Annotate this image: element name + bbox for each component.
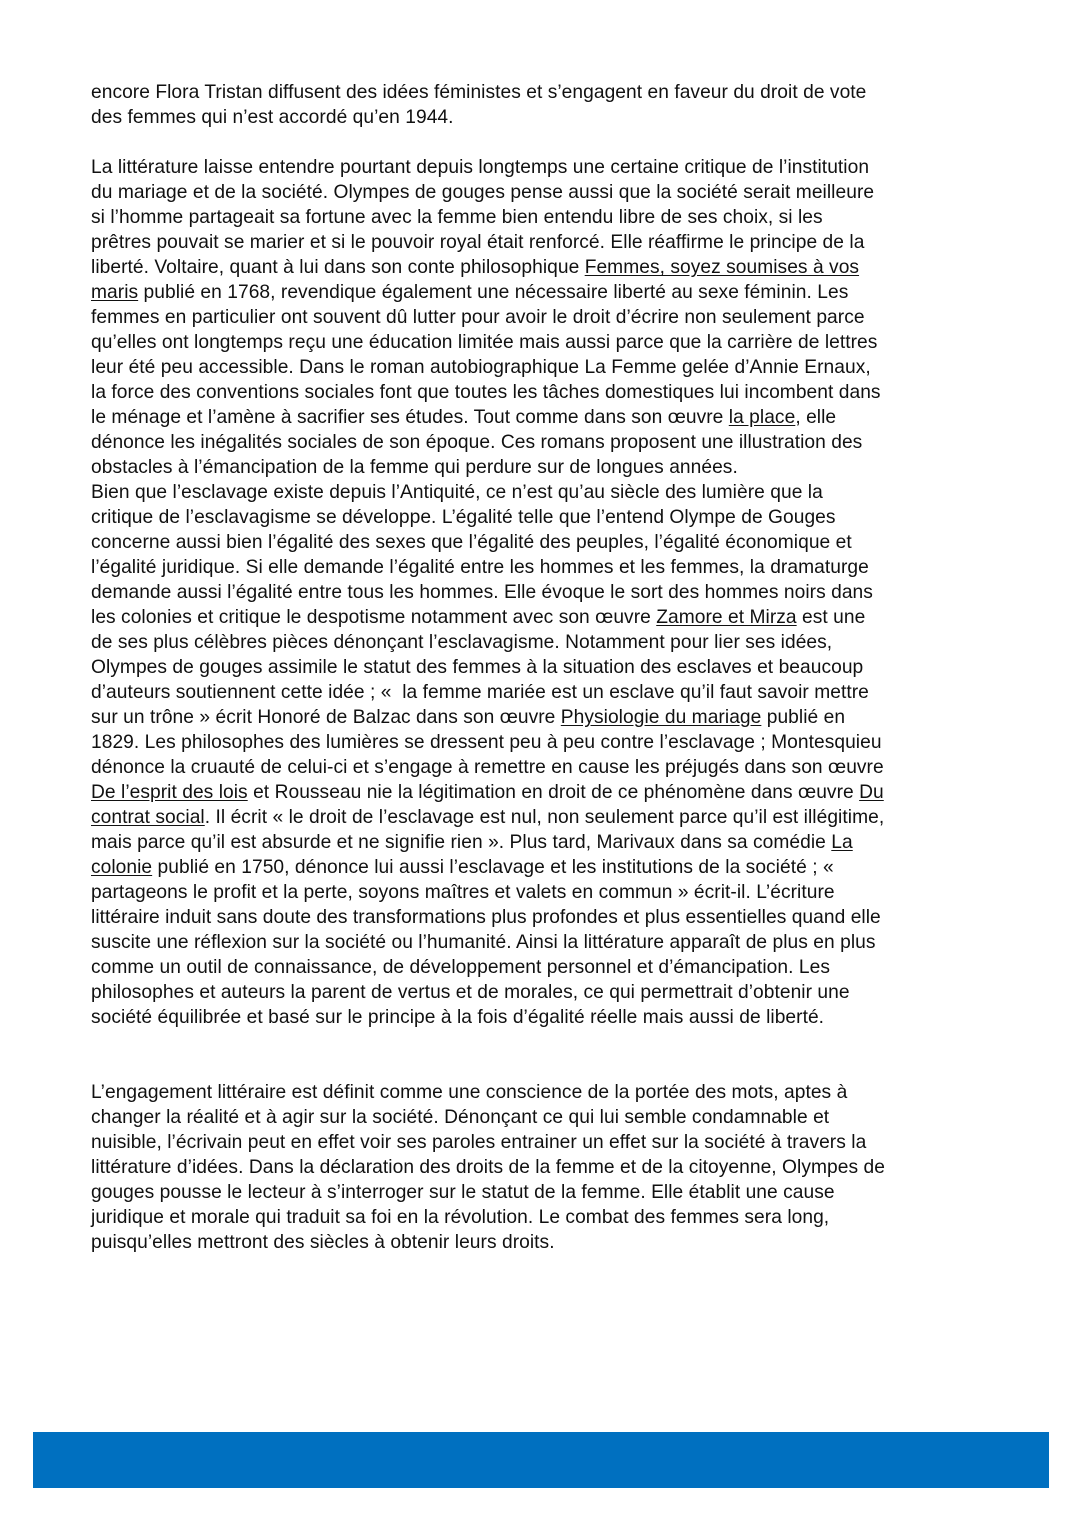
text-line: l’égalité juridique. Si elle demande l’égalité entre les hommes et les femmes, la dramaturge [91, 557, 869, 578]
underlined-title: Zamore et Mirza [656, 607, 797, 628]
paragraph-literature-critique [91, 155, 991, 1030]
paragraph-gap [91, 130, 991, 155]
text-line: la force des conventions sociales font que toutes les tâches domestiques lui incombent dans [91, 382, 881, 403]
underlined-title: maris [91, 282, 139, 303]
text-line: juridique et morale qui traduit sa foi en la révolution. Le combat des femmes sera long, [91, 1207, 830, 1228]
text-line: changer la réalité et à agir sur la société. Dénonçant ce qui lui semble condamnable et [91, 1107, 830, 1128]
text-line: femmes en particulier ont souvent dû lutter pour avoir le droit d’écrire non seulement parce [91, 307, 865, 328]
text-line: partageons le profit et la perte, soyons maîtres et valets en commun » écrit-il. L’écriture [91, 882, 835, 903]
underlined-title: contrat social [91, 807, 205, 828]
text-line: De l’esprit des lois et Rousseau nie la légitimation en droit de ce phénomène dans œuvre Du [91, 782, 884, 803]
text-line: comme un outil de connaissance, de développement personnel et d’émancipation. Les [91, 957, 830, 978]
text-line: le ménage et l’amène à sacrifier ses études. Tout comme dans son œuvre la place, elle [91, 407, 837, 428]
document-body [91, 80, 991, 1255]
paragraph-gap [91, 1030, 991, 1055]
text-line: philosophes et auteurs la parent de vertus et de morales, ce qui permettrait d’obtenir une [91, 982, 850, 1003]
paragraph-intro-ending [91, 80, 991, 130]
text-line: des femmes qui n’est accordé qu’en 1944. [91, 107, 454, 128]
underlined-title: De l’esprit des lois [91, 782, 248, 803]
text-line: liberté. Voltaire, quant à lui dans son conte philosophique Femmes, soyez soumises à vos [91, 257, 860, 278]
underlined-title: La [831, 832, 853, 853]
text-line: critique de l’esclavagisme se développe. L’égalité telle que l’entend Olympe de Gouges [91, 507, 836, 528]
text-line: puisqu’elles mettront des siècles à obtenir leurs droits. [91, 1232, 555, 1253]
text-line: maris publié en 1768, revendique également une nécessaire liberté au sexe féminin. Les [91, 282, 849, 303]
text-line: les colonies et critique le despotisme notamment avec son œuvre Zamore et Mirza est une [91, 607, 866, 628]
text-line: suscite une réflexion sur la société ou l’humanité. Ainsi la littérature apparaît de plus en plus [91, 932, 876, 953]
underlined-title: la place [728, 407, 796, 428]
paragraph-conclusion [91, 1080, 991, 1255]
text-line: de ses plus célèbres pièces dénonçant l’esclavagisme. Notamment pour lier ses idées, [91, 632, 833, 653]
paragraph-gap [91, 1055, 991, 1080]
footer-color-band [33, 1432, 1049, 1488]
text-line: qu’elles ont longtemps reçu une éducation limitée mais aussi parce que la carrière de lettres [91, 332, 878, 353]
underlined-title: Du [859, 782, 884, 803]
underlined-title: colonie [91, 857, 153, 878]
text-line: Bien que l’esclavage existe depuis l’Antiquité, ce n’est qu’au siècle des lumière que la [91, 482, 823, 503]
text-line: dénonce la cruauté de celui-ci et s’engage à remettre en cause les préjugés dans son œuvre [91, 757, 884, 778]
text-line: leur été peu accessible. Dans le roman autobiographique La Femme gelée d’Annie Ernaux, [91, 357, 871, 378]
text-line: dénonce les inégalités sociales de son époque. Ces romans proposent une illustration des [91, 432, 863, 453]
text-line: gouges pousse le lecteur à s’interroger sur le statut de la femme. Elle établit une cause [91, 1182, 835, 1203]
text-line: sur un trône » écrit Honoré de Balzac dans son œuvre Physiologie du mariage publié en [91, 707, 846, 728]
text-line: littéraire induit sans doute des transformations plus profondes et plus essentielles quand elle [91, 907, 881, 928]
text-line: littérature d’idées. Dans la déclaration des droits de la femme et de la citoyenne, Olympes de [91, 1157, 885, 1178]
text-line: Olympes de gouges assimile le statut des femmes à la situation des esclaves et beaucoup [91, 657, 864, 678]
underlined-title: Femmes, soyez soumises à vos [584, 257, 860, 278]
text-line: mais parce qu’il est absurde et ne signifie rien ». Plus tard, Marivaux dans sa comédie La [91, 832, 853, 853]
text-line: si l’homme partageait sa fortune avec la femme bien entendu libre de ses choix, si les [91, 207, 823, 228]
text-line: L’engagement littéraire est définit comme une conscience de la portée des mots, aptes à [91, 1082, 848, 1103]
text-line: colonie publié en 1750, dénonce lui aussi l’esclavage et les institutions de la société ; « [91, 857, 834, 878]
text-line: prêtres pouvait se marier et si le pouvoir royal était renforcé. Elle réaffirme le principe de la [91, 232, 865, 253]
text-line: d’auteurs soutiennent cette idée ; « la femme mariée est un esclave qu’il faut savoir mettre [91, 682, 869, 703]
text-line: encore Flora Tristan diffusent des idées féministes et s’engagent en faveur du droit de vote [91, 82, 867, 103]
text-line: du mariage et de la société. Olympes de gouges pense aussi que la société serait meilleure [91, 182, 875, 203]
underlined-title: Physiologie du mariage [560, 707, 762, 728]
text-line: société équilibrée et basé sur le principe à la fois d’égalité réelle mais aussi de liberté. [91, 1007, 825, 1028]
text-line: contrat social. Il écrit « le droit de l’esclavage est nul, non seulement parce qu’il est illégitime, [91, 807, 885, 828]
text-line: nuisible, l’écrivain peut en effet voir ses paroles entrainer un effet sur la société à travers la [91, 1132, 867, 1153]
text-line: 1829. Les philosophes des lumières se dressent peu à peu contre l’esclavage ; Montesquieu [91, 732, 882, 753]
text-line: La littérature laisse entendre pourtant depuis longtemps une certaine critique de l’institution [91, 157, 870, 178]
text-line: concerne aussi bien l’égalité des sexes que l’égalité des peuples, l’égalité économique et [91, 532, 852, 553]
text-line: obstacles à l’émancipation de la femme qui perdure sur de longues années. [91, 457, 738, 478]
text-line: demande aussi l’égalité entre tous les hommes. Elle évoque le sort des hommes noirs dans [91, 582, 873, 603]
